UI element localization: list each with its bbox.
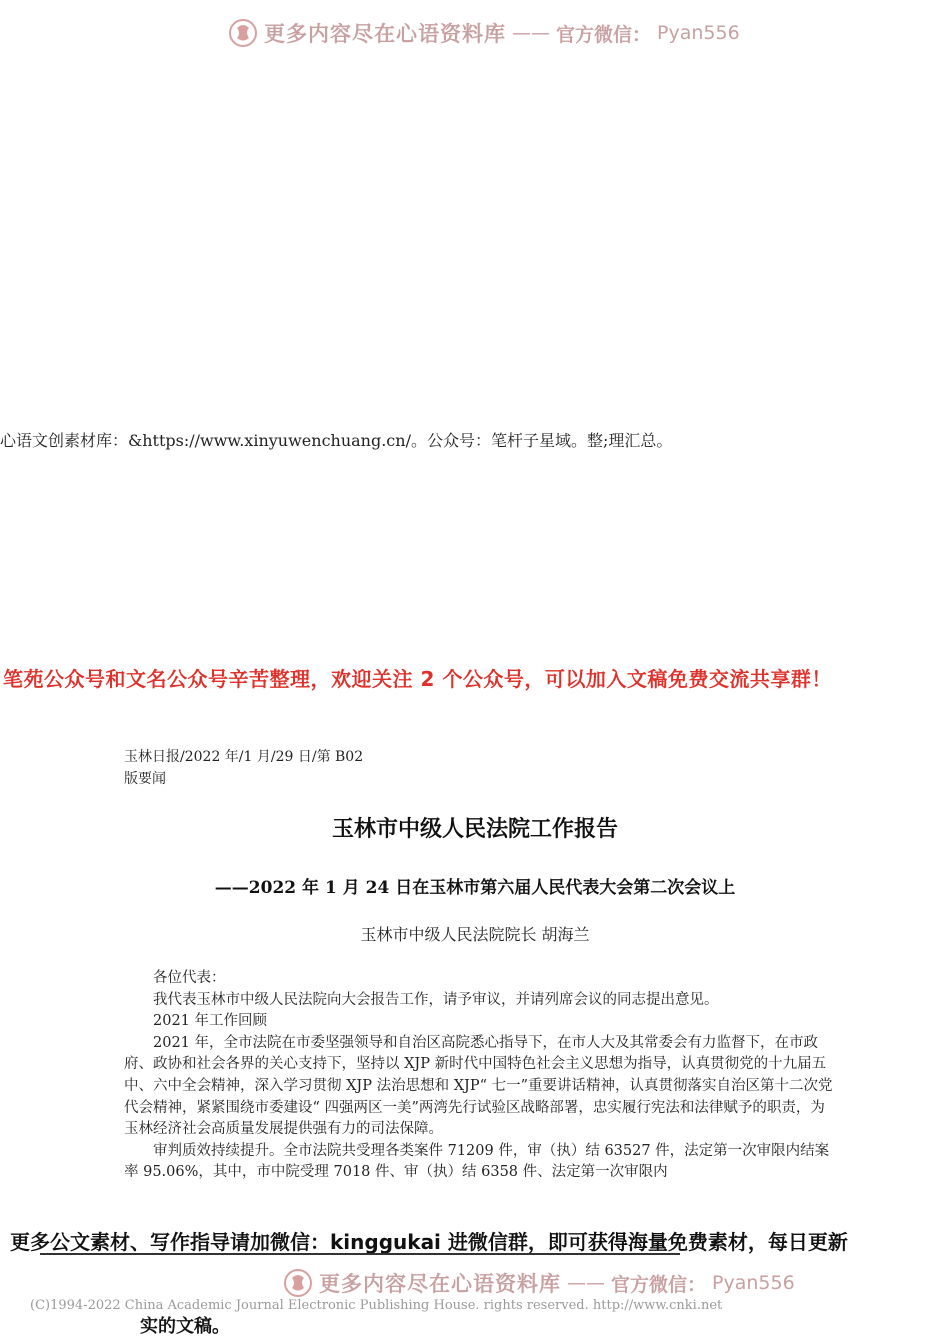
- paragraph-quality: 审判质效持续提升。全市法院共受理各类案件 71209 件，审（执）结 63527 件，法定第一次审限内结案率 95.06%，其中，市中院受理 7018 件、审（执）结 6358 件、法定第一次审限内: [124, 1142, 830, 1181]
- footer-cut-text: 实的文稿。: [140, 1316, 230, 1337]
- seal-logo-icon: [283, 1268, 313, 1298]
- watermark-separator: ——: [512, 22, 550, 44]
- bottom-watermark: [283, 1268, 795, 1298]
- paragraph-section-heading: 2021 年工作回顾: [153, 1013, 268, 1030]
- footer-copyright: (C)1994-2022 China Academic Journal Electronic Publishing House. rights reserved. http://www.cnki.net: [30, 1298, 723, 1313]
- source-line: 心语文创素材库：&https://www.xinyuwenchuang.cn/。公众号：笔杆子星域。整;理汇总。: [0, 431, 673, 450]
- paragraph-intro: 我代表玉林市中级人民法院向大会报告工作，请予审议，并请列席会议的同志提出意见。: [153, 991, 719, 1008]
- watermark-text: 更多内容尽在心语资料库: [264, 22, 506, 46]
- newspaper-meta-line1: 玉林日报/2022 年/1 月/29 日/第 B02: [124, 749, 364, 765]
- seal-logo-icon: [228, 18, 258, 48]
- red-banner: 笔苑公众号和文名公众号辛苦整理，欢迎关注 2 个公众号，可以加入文稿免费交流共享群！: [3, 667, 832, 691]
- top-watermark: [228, 18, 740, 48]
- paragraph-salutation: 各位代表：: [153, 970, 226, 986]
- promo-banner: 更多公文素材、写作指导请加微信：kinggukai 进微信群，即可获得海量免费素材，每日更新: [10, 1230, 848, 1254]
- article-title: 玉林市中级人民法院工作报告: [331, 817, 618, 842]
- watermark-wechat-id: Pyan556: [712, 1272, 795, 1294]
- watermark-wechat-label: 官方微信：: [556, 23, 652, 46]
- watermark-wechat-label: 官方微信：: [611, 1273, 707, 1296]
- watermark-text: 更多内容尽在心语资料库: [319, 1272, 561, 1296]
- watermark-wechat-id: Pyan556: [657, 22, 740, 44]
- paragraph-review: 2021 年，全市法院在市委坚强领导和自治区高院悉心指导下，在市人大及其常委会有力监督下，在市政府、政协和社会各界的关心支持下，坚持以 XJP 新时代中国特色社会主义思想为指导，认真贯彻党的十九届五中、六中全会精神，深入学习贯彻 XJP 法治思想和 XJP“ 七一”重要讲话精神，认真贯彻落实自治区第十二次党代会精神，紧紧围绕市委建设“ 四强两区一美”两湾先行试验区战略部署，忠实履行宪法和法律赋予的职责，为玉林经济社会高质量发展提供强有力的司法保障。: [124, 1034, 833, 1138]
- article-author: 玉林市中级人民法院院长 胡海兰: [360, 925, 590, 944]
- watermark-separator: ——: [567, 1272, 605, 1294]
- article-body: [124, 968, 834, 1184]
- article-subtitle: ——2022 年 1 月 24 日在玉林市第六届人民代表大会第二次会议上: [214, 878, 736, 898]
- newspaper-meta-line2: 版要闻: [124, 771, 166, 787]
- promo-underline: [40, 1253, 680, 1255]
